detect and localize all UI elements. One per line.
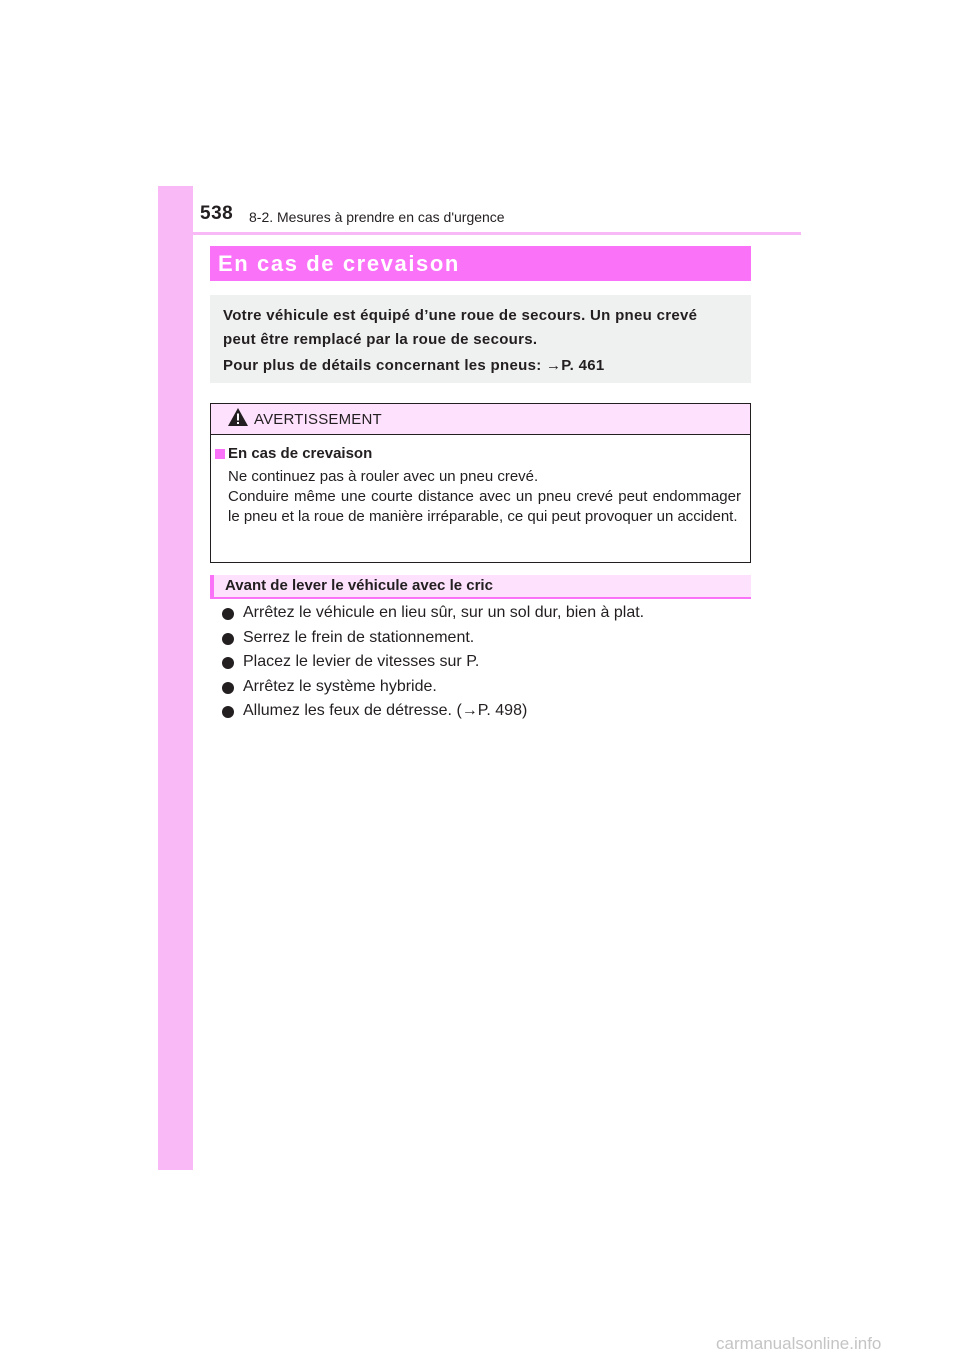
intro-line-3: Pour plus de détails concernant les pneus: →P. 461 xyxy=(223,357,605,374)
warning-box xyxy=(210,403,751,563)
bullet-dot-icon xyxy=(222,633,234,645)
warning-text-1: Ne continuez pas à rouler avec un pneu crevé. xyxy=(228,468,539,485)
intro-line-1: Votre véhicule est équipé d’une roue de secours. Un pneu crevé xyxy=(223,307,698,324)
watermark: carmanualsonline.info xyxy=(716,1334,882,1353)
page-number: 538 xyxy=(200,203,234,224)
subsection-title: Avant de lever le véhicule avec le cric xyxy=(225,577,493,594)
list-item-text: Serrez le frein de stationnement. xyxy=(243,628,475,646)
list-item-text: Arrêtez le système hybride. xyxy=(243,677,437,695)
bullet-dot-icon xyxy=(222,682,234,694)
header-divider xyxy=(158,232,801,235)
list-item-text: Arrêtez le véhicule en lieu sûr, sur un sol dur, bien à plat. xyxy=(243,604,645,621)
list-item-text: Placez le levier de vitesses sur P. xyxy=(243,653,480,670)
warning-text xyxy=(228,467,741,527)
intro-line-2: peut être remplacé par la roue de secours. xyxy=(223,331,538,348)
page-title: En cas de crevaison xyxy=(218,251,460,276)
bullet-dot-icon xyxy=(222,608,234,620)
warning-subtitle-marker xyxy=(215,449,225,459)
intro-box xyxy=(210,295,751,383)
page-header xyxy=(200,203,800,229)
warning-triangle-icon xyxy=(227,407,249,427)
bullet-dot-icon xyxy=(222,706,234,718)
title-band xyxy=(210,246,751,281)
warning-subtitle: En cas de crevaison xyxy=(228,445,373,462)
warning-label: AVERTISSEMENT xyxy=(254,411,382,428)
warning-text-2: Conduire même une courte distance avec un pneu crevé peut endommager le pneu et la roue de manière irréparable, ce qui peut provoquer un accident. xyxy=(228,488,741,525)
section-label: 8-2. Mesures à prendre en cas d'urgence xyxy=(249,209,505,225)
bullet-dot-icon xyxy=(222,657,234,669)
warning-header xyxy=(211,404,750,435)
subsection-marker xyxy=(210,575,214,599)
subsection-band xyxy=(210,575,751,599)
side-bar xyxy=(158,186,193,1170)
list-item-text: Allumez les feux de détresse. (→P. 498) xyxy=(243,702,528,719)
